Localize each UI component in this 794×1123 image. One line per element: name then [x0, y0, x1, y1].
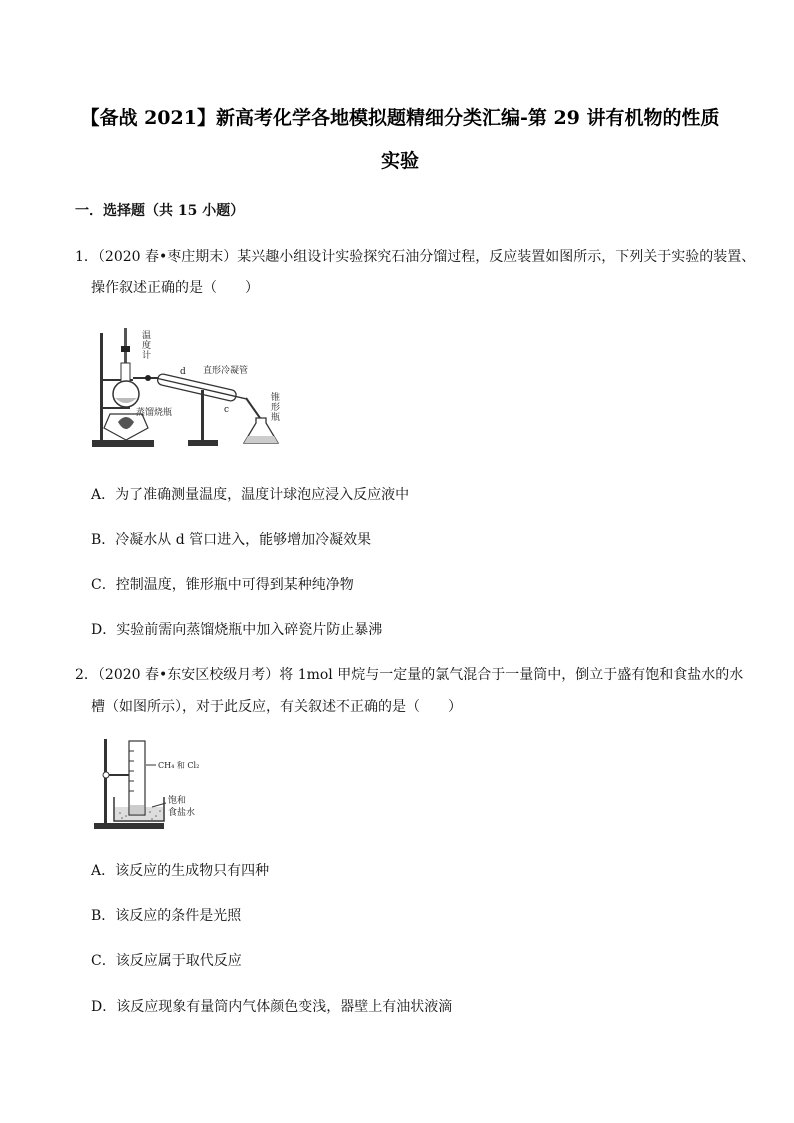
svg-text:c: c — [224, 405, 230, 415]
q1-option-b[interactable]: B．冷凝水从 d 管口进入，能够增加冷凝效果 — [91, 532, 372, 548]
svg-text:形: 形 — [271, 403, 281, 413]
q2-option-c[interactable]: C．该反应属于取代反应 — [91, 953, 242, 969]
section-heading: 一．选择题（共 15 小题） — [75, 203, 245, 219]
svg-text:饱和: 饱和 — [168, 796, 187, 806]
distillation-apparatus-diagram — [88, 318, 298, 453]
svg-text:温: 温 — [142, 331, 152, 341]
q2-stem-line1: 2．（2020 春•东安区校级月考）将 1mol 甲烷与一定量的氯气混合于一量筒中，倒立于盛有饱和食盐水的水 — [75, 667, 744, 683]
q2-option-d[interactable]: D．该反应现象有量筒内气体颜色变浅，器壁上有油状液滴 — [91, 999, 453, 1015]
svg-text:度: 度 — [142, 341, 152, 351]
svg-text:计: 计 — [142, 351, 152, 361]
q2-option-a[interactable]: A．该反应的生成物只有四种 — [91, 863, 270, 879]
svg-text:瓶: 瓶 — [271, 413, 281, 423]
svg-text:锥: 锥 — [271, 393, 281, 403]
q2-stem-line2: 槽（如图所示），对于此反应，有关叙述不正确的是（ ） — [91, 699, 462, 715]
svg-text:食盐水: 食盐水 — [168, 808, 196, 818]
q1-option-a[interactable]: A．为了准确测量温度，温度计球泡应浸入反应液中 — [91, 487, 410, 503]
q2-option-b[interactable]: B．该反应的条件是光照 — [91, 908, 242, 924]
q1-distillation-figure — [88, 318, 298, 457]
q2-methane-figure — [92, 735, 217, 839]
document-title-line1: 【备战 2021】新高考化学各地模拟题精细分类汇编-第 29 讲有机物的性质 — [80, 107, 720, 129]
svg-text:d: d — [180, 367, 186, 377]
q1-option-c[interactable]: C．控制温度，锥形瓶中可得到某种纯净物 — [91, 577, 354, 593]
svg-text:直形冷凝管: 直形冷凝管 — [203, 366, 249, 376]
svg-text:CH₄ 和 Cl₂: CH₄ 和 Cl₂ — [158, 761, 200, 770]
q1-stem-line2: 操作叙述正确的是（ ） — [91, 280, 259, 296]
q1-stem-line1: 1．（2020 春•枣庄期末）某兴趣小组设计实验探究石油分馏过程，反应装置如图所示，下列关于实验的装置、 — [75, 249, 756, 265]
q1-option-d[interactable]: D．实验前需向蒸馏烧瓶中加入碎瓷片防止暴沸 — [91, 622, 383, 638]
document-title-line2: 实验 — [380, 150, 419, 172]
svg-text:蒸馏烧瓶: 蒸馏烧瓶 — [136, 408, 173, 418]
methane-chlorine-apparatus-diagram — [92, 735, 217, 835]
